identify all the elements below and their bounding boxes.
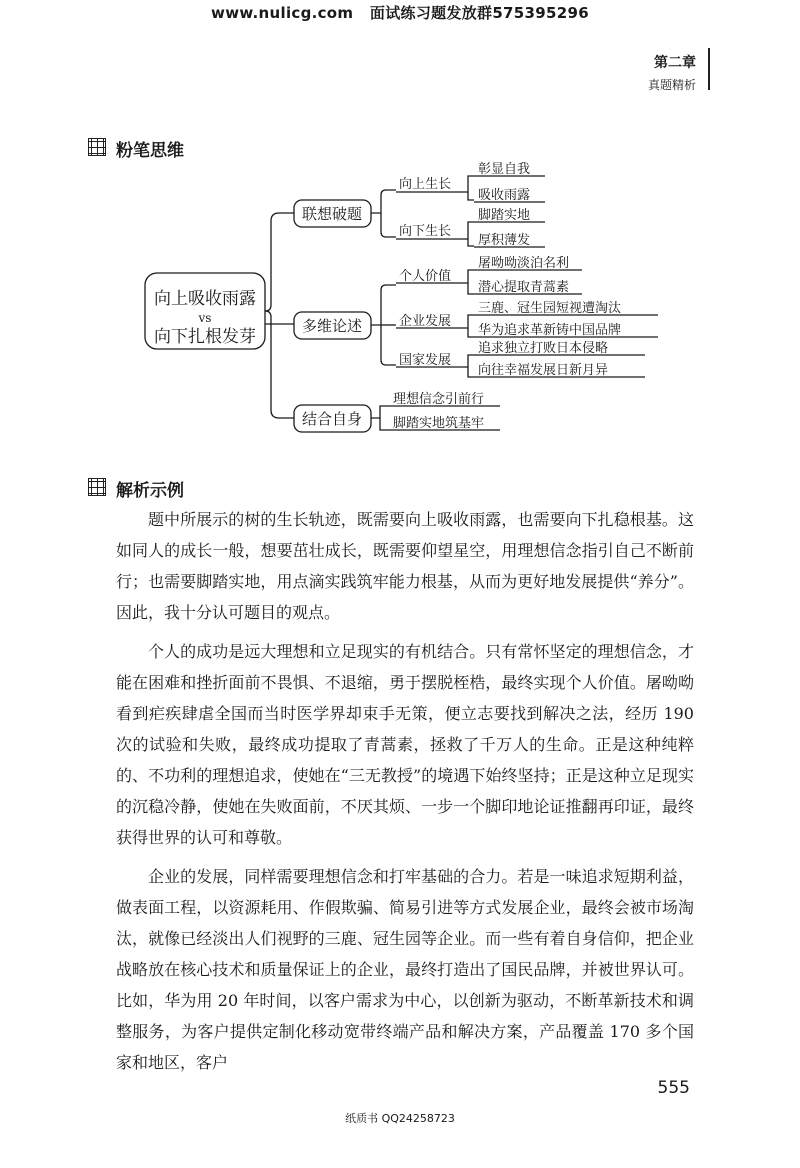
leaf: 厚积薄发 xyxy=(478,233,531,248)
root-line1: 向上吸收雨露 xyxy=(154,289,256,309)
branch-label-self: 结合自身 xyxy=(301,410,363,428)
mindmap-section-icon xyxy=(88,138,106,156)
connector-root-to-branch3 xyxy=(265,311,294,418)
connector xyxy=(468,283,474,294)
node-grow-down: 向下生长 xyxy=(399,224,452,239)
connector xyxy=(468,367,474,377)
node-enterprise: 企业发展 xyxy=(399,314,452,329)
node-grow-up: 向上生长 xyxy=(399,177,452,192)
page-number: 555 xyxy=(657,1078,690,1098)
connector xyxy=(468,192,474,200)
connector xyxy=(462,176,474,192)
connector xyxy=(381,325,396,365)
paragraph: 企业的发展，同样需要理想信念和打牢基础的合力。若是一味追求短期利益，做表面工程，以资源耗用、作假欺骗、简易引进等方式发展企业，最终会被市场淘汰，就像已经淡出人们视野的三鹿、冠生园等企业。而一些有着自身信仰，把企业战略放在核心技术和质量保证上的企业，最终打造出了国民品牌，并被世界认可。比如，华为用 20 年时间，以客户需求为中心，以创新为驱动，不断革新技术和调整服务，为客户提供定制化移动宽带终端产品和解决方案，产品覆盖 170 多个国家和地区，客户 xyxy=(116,867,694,1072)
connector xyxy=(380,418,388,430)
connector xyxy=(468,328,474,337)
chapter-label: 第二章 xyxy=(654,55,696,71)
header-divider xyxy=(708,48,710,90)
leaf: 吸收雨露 xyxy=(478,188,531,203)
site-url: www.nulicg.com xyxy=(211,4,354,22)
leaf: 彰显自我 xyxy=(478,162,531,177)
leaf: 华为追求革新铸中国品牌 xyxy=(478,323,622,338)
connector xyxy=(462,270,474,283)
footer-note: 纸质书 QQ24258723 xyxy=(345,1112,455,1125)
root-line2: 向下扎根发芽 xyxy=(154,327,256,347)
node-personal-value: 个人价值 xyxy=(399,269,452,284)
root-vs: vs xyxy=(198,311,212,325)
branch-label-associate: 联想破题 xyxy=(301,205,363,223)
mindmap-section-title: 粉笔思维 xyxy=(116,141,184,161)
paragraph: 个人的成功是远大理想和立足现实的有机结合。只有常怀坚定的理想信念，才能在困难和挫折面前不畏惧、不退缩，勇于摆脱桎梏，最终实现个人价值。屠呦呦看到疟疾肆虐全国而当时医学界却束手无策，便立志要找到解决之法，经历 190 次的试验和失败，最终成功提取了青蒿素，拯救了千万人的生命。正是这种纯粹的、不功利的理想追求，使她在“三无教授”的境遇下始终坚持；正是这种立足现实的沉稳冷静，使她在失败面前，不厌其烦、一步一个脚印地论证推翻再印证，最终获得世界的认可和尊敬。 xyxy=(116,642,694,847)
subchapter-label: 真题精析 xyxy=(647,78,696,92)
analysis-body xyxy=(116,504,694,1086)
leaf: 脚踏实地 xyxy=(478,208,531,223)
connector xyxy=(381,213,396,237)
connector xyxy=(371,190,396,213)
leaf: 脚踏实地筑基牢 xyxy=(393,416,485,431)
connector xyxy=(462,222,474,239)
leaf: 追求独立打败日本侵略 xyxy=(478,341,609,356)
branch-label-multidim: 多维论述 xyxy=(301,317,363,335)
connector-root-to-branch1 xyxy=(265,213,294,311)
connector xyxy=(462,315,474,328)
mind-map xyxy=(0,160,800,470)
connector xyxy=(468,239,474,246)
group-notice: 面试练习题发放群575395296 xyxy=(369,4,589,22)
leaf: 屠呦呦淡泊名利 xyxy=(478,256,570,271)
connector xyxy=(371,406,388,418)
leaf: 向往幸福发展日新月异 xyxy=(478,363,609,378)
leaf: 潜心提取青蒿素 xyxy=(478,280,570,295)
leaf: 三鹿、冠生园短视遭淘汰 xyxy=(478,301,622,316)
leaf: 理想信念引前行 xyxy=(393,392,485,407)
site-header xyxy=(0,2,800,23)
connector xyxy=(462,355,474,367)
node-nation: 国家发展 xyxy=(399,353,452,368)
connector xyxy=(371,285,396,325)
paragraph: 题中所展示的树的生长轨迹，既需要向上吸收雨露，也需要向下扎稳根基。这如同人的成长一般，想要茁壮成长，既需要仰望星空，用理想信念指引自己不断前行；也需要脚踏实地，用点滴实践筑牢能力根基，从而为更好地发展提供“养分”。因此，我十分认可题目的观点。 xyxy=(116,510,694,622)
analysis-section-title: 解析示例 xyxy=(116,481,184,501)
analysis-section-icon xyxy=(88,478,106,496)
